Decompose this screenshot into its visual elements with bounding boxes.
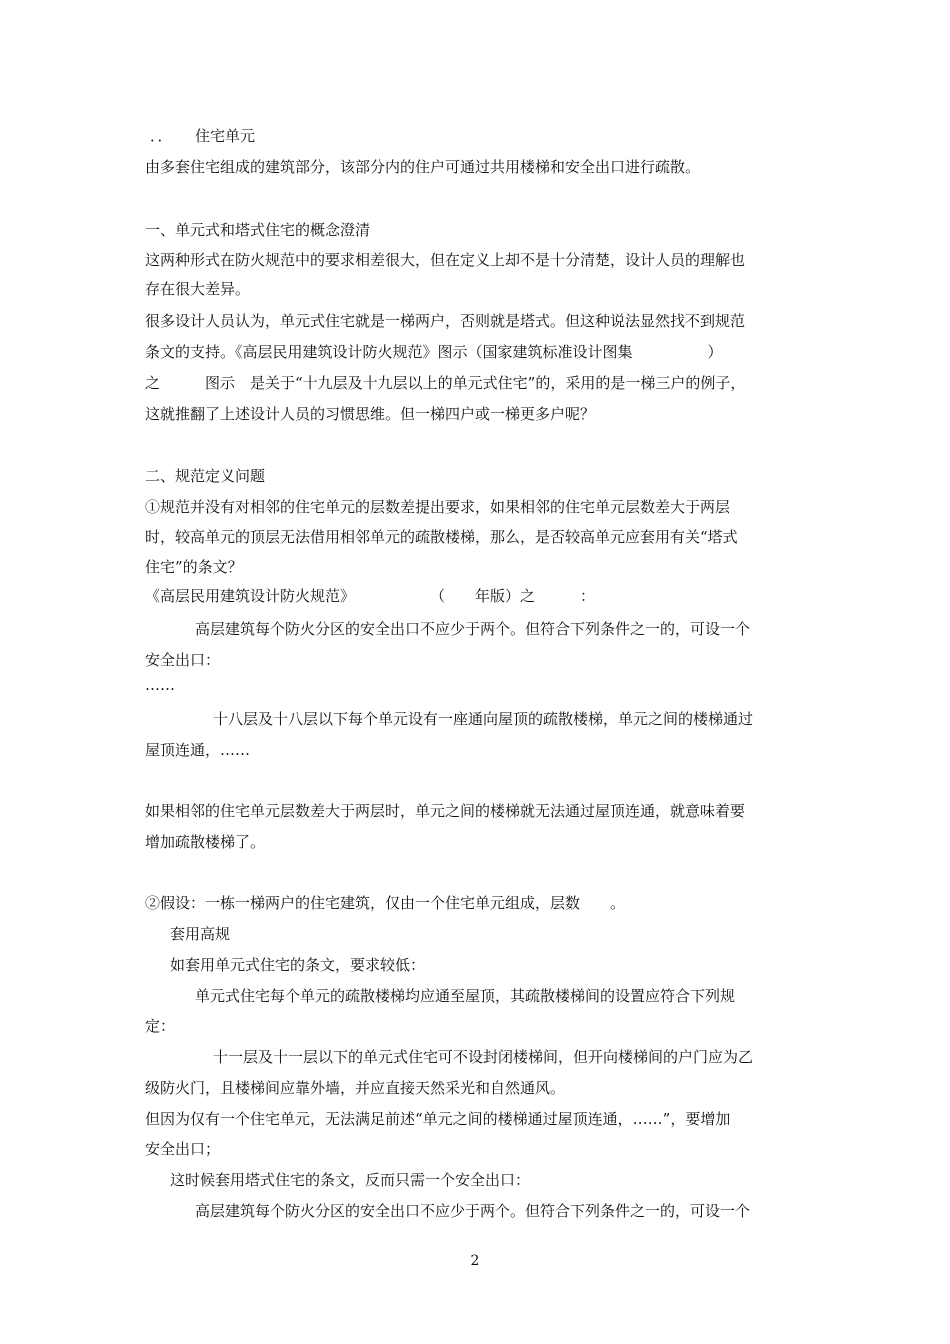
quoted-clause: 单元式住宅每个单元的疏散楼梯均应通至屋顶，其疏散楼梯间的设置应符合下列规 — [195, 987, 736, 1005]
paragraph-line: 增加疏散楼梯了。 — [145, 833, 266, 851]
quoted-clause: 高层建筑每个防火分区的安全出口不应少于两个。但符合下列条件之一的，可设一个 — [195, 1202, 751, 1220]
quoted-clause: 屋顶连通，…… — [145, 741, 251, 759]
quoted-clause: 十八层及十八层以下每个单元设有一座通向屋顶的疏散楼梯，单元之间的楼梯通过 — [213, 710, 754, 728]
paragraph-line: 住宅”的条文？ — [145, 558, 243, 576]
quoted-clause: 级防火门，且楼梯间应靠外墙，并应直接天然采光和自然通风。 — [145, 1079, 566, 1097]
paragraph-line: 条文的支持。《高层民用建筑设计防火规范》图示（国家建筑标准设计图集 ） — [145, 343, 723, 361]
quoted-clause: 高层建筑每个防火分区的安全出口不应少于两个。但符合下列条件之一的，可设一个 — [195, 620, 751, 638]
paragraph-line: 安全出口； — [145, 1140, 221, 1158]
assumption-paragraph: ②假设：一栋一梯两户的住宅建筑，仅由一个住宅单元组成，层数 。 — [145, 894, 626, 912]
paragraph-line: 之 图示 是关于“十九层及十九层以上的单元式住宅”的，采用的是一梯三户的例子， — [145, 374, 746, 392]
heading-concept-clarification: 一、单元式和塔式住宅的概念澄清 — [145, 221, 371, 239]
paragraph-line: 这两种形式在防火规范中的要求相差很大，但在定义上却不是十分清楚，设计人员的理解也 — [145, 251, 746, 269]
subheading: 套用高规 — [170, 925, 231, 943]
paragraph-line: 如果相邻的住宅单元层数差大于两层时，单元之间的楼梯就无法通过屋顶连通，就意味着要 — [145, 802, 746, 820]
paragraph-line: 但因为仅有一个住宅单元，无法满足前述“单元之间的楼梯通过屋顶连通，……”，要增加 — [145, 1110, 731, 1128]
quoted-clause: 安全出口： — [145, 651, 221, 669]
quoted-clause: 十一层及十一层以下的单元式住宅可不设封闭楼梯间，但开向楼梯间的户门应为乙 — [213, 1048, 754, 1066]
definition-text: 由多套住宅组成的建筑部分，该部分内的住户可通过共用楼梯和安全出口进行疏散。 — [145, 158, 701, 176]
page-number: 2 — [470, 1253, 480, 1269]
section-heading-residential-unit: ．． 住宅单元 — [150, 127, 256, 145]
paragraph-line: 很多设计人员认为，单元式住宅就是一梯两户，否则就是塔式。但这种说法显然找不到规范 — [145, 312, 746, 330]
code-reference: 《高层民用建筑设计防火规范》 （ 年版）之 ： — [145, 587, 596, 605]
paragraph-line: 这就推翻了上述设计人员的习惯思维。但一梯四户或一梯更多户呢？ — [145, 405, 596, 423]
quoted-clause: 定： — [145, 1017, 176, 1035]
paragraph-line: 时，较高单元的顶层无法借用相邻单元的疏散楼梯，那么，是否较高单元应套用有关“塔式 — [145, 528, 738, 546]
paragraph-line: 如套用单元式住宅的条文，要求较低： — [170, 956, 426, 974]
paragraph-line: ①规范并没有对相邻的住宅单元的层数差提出要求，如果相邻的住宅单元层数差大于两层 — [145, 498, 731, 516]
ellipsis: …… — [145, 676, 175, 694]
heading-definition-issues: 二、规范定义问题 — [145, 467, 266, 485]
paragraph-line: 存在很大差异。 — [145, 280, 251, 298]
paragraph-line: 这时候套用塔式住宅的条文，反而只需一个安全出口： — [170, 1171, 531, 1189]
